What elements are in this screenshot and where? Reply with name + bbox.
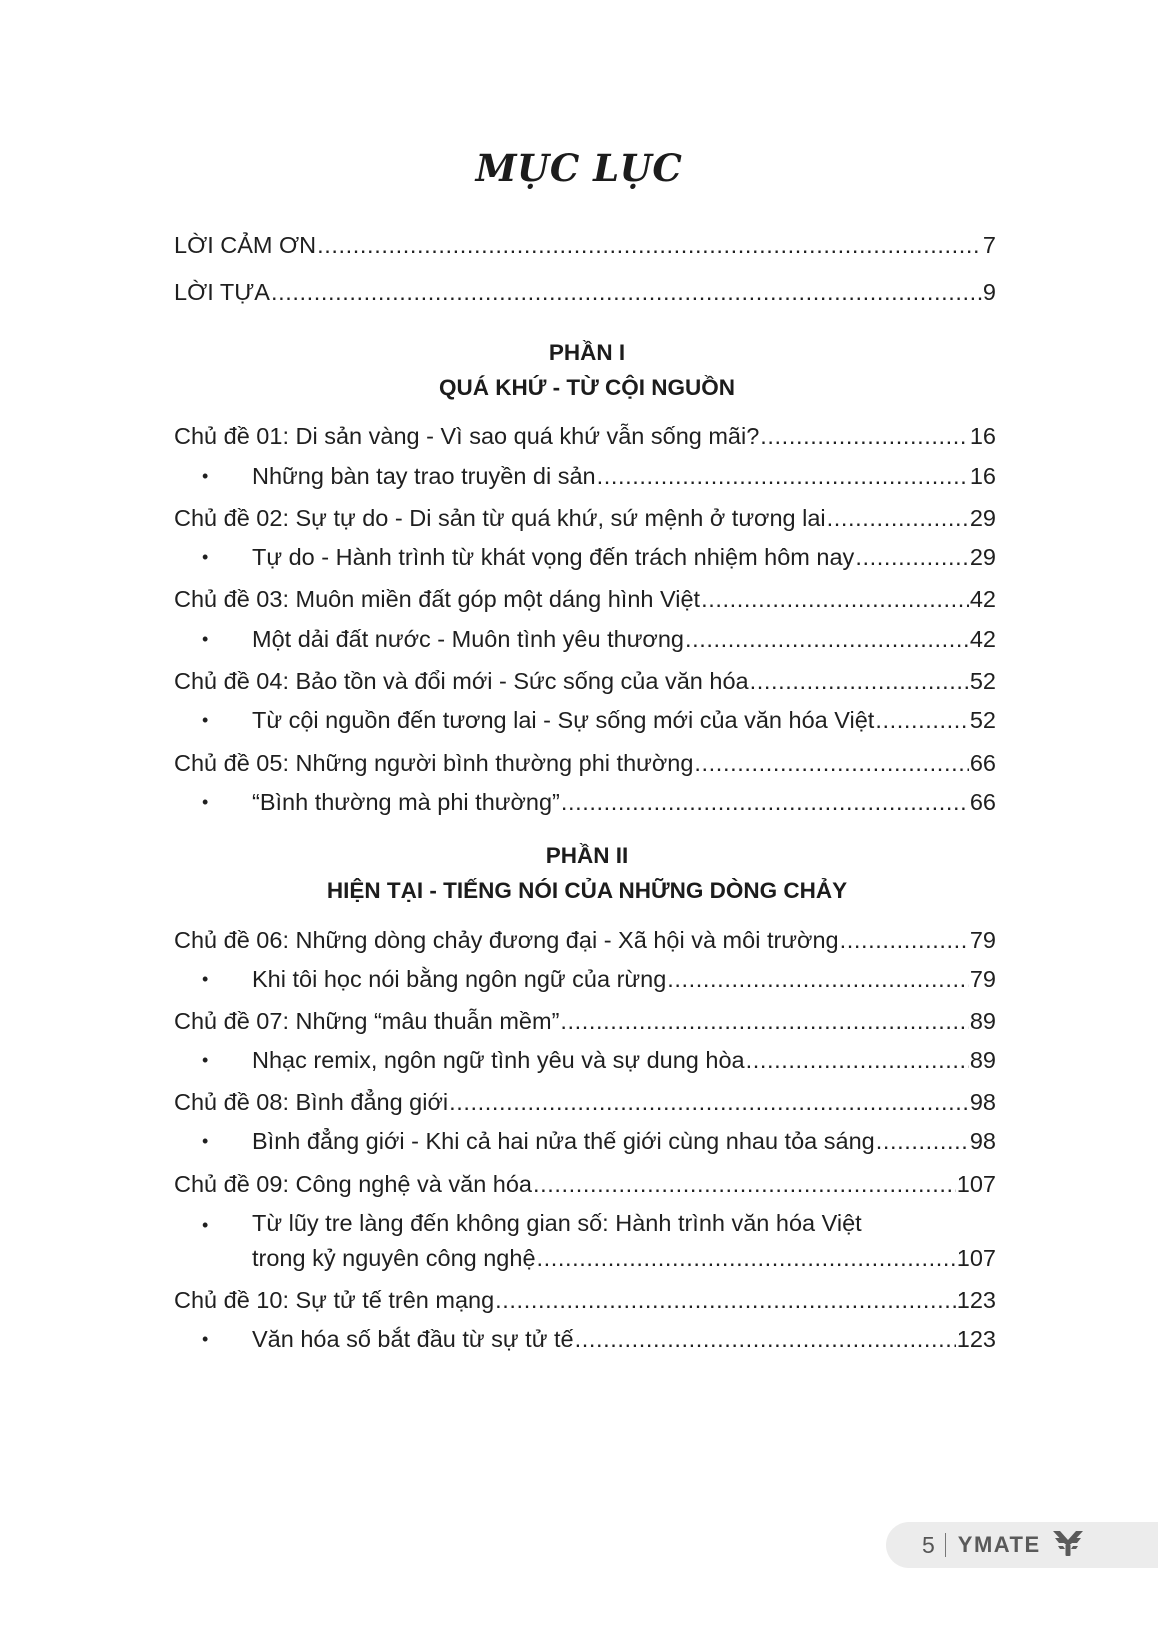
entry-label: Chủ đề 01: Di sản vàng - Vì sao quá khứ vẫn sống mãi? <box>174 423 760 449</box>
dot-leader <box>750 666 969 696</box>
dot-leader <box>827 503 969 533</box>
entry-label: Chủ đề 06: Những dòng chảy đương đại - Xã hội và môi trường <box>174 927 839 953</box>
entry-page: 7 <box>982 232 996 258</box>
entry-label: Bình đẳng giới - Khi cả hai nửa thế giới cùng nhau tỏa sáng <box>252 1128 875 1154</box>
part-heading: PHẦN I <box>548 340 626 365</box>
entry-page: 52 <box>969 707 996 733</box>
footer-divider <box>945 1533 946 1557</box>
page-title: MỤC LỤC <box>475 146 683 190</box>
entry-page: 52 <box>969 668 996 694</box>
dot-leader <box>537 1243 956 1273</box>
toc-entry-topic <box>174 1087 996 1117</box>
part-subtitle: HIỆN TẠI - TIẾNG NÓI CỦA NHỮNG DÒNG CHẢY <box>326 878 848 903</box>
entry-page: 107 <box>956 1245 996 1271</box>
bullet-icon: • <box>202 1131 209 1151</box>
entry-label: Chủ đề 08: Bình đẳng giới <box>174 1089 449 1115</box>
part-heading: PHẦN II <box>545 843 629 868</box>
dot-leader <box>701 584 969 614</box>
dot-leader <box>533 1169 956 1199</box>
ymate-logo-icon <box>1051 1528 1085 1563</box>
entry-label: Từ cội nguồn đến tương lai - Sự sống mới của văn hóa Việt <box>252 707 875 733</box>
entry-page: 79 <box>969 966 996 992</box>
bullet-icon: • <box>202 547 209 567</box>
dot-leader <box>560 1006 968 1036</box>
toc-entry-subtopic <box>252 1243 996 1273</box>
entry-label-continued: trong kỷ nguyên công nghệ <box>252 1245 536 1271</box>
dot-leader <box>561 787 969 817</box>
entry-page: 42 <box>969 586 996 612</box>
toc-entry-subtopic <box>174 461 996 491</box>
toc-entry-topic <box>174 1285 996 1315</box>
entry-page: 66 <box>969 750 996 776</box>
toc-entry-subtopic <box>174 705 996 735</box>
entry-page: 98 <box>969 1128 996 1154</box>
toc-entry-subtopic <box>174 542 996 572</box>
dot-leader <box>840 925 969 955</box>
entry-page: 66 <box>969 789 996 815</box>
part-subtitle: QUÁ KHỨ - TỪ CỘI NGUỒN <box>438 375 736 400</box>
toc-entry-preface <box>174 277 996 307</box>
bullet-icon: • <box>202 1329 209 1349</box>
dot-leader <box>746 1045 969 1075</box>
page-number: 5 <box>922 1531 935 1558</box>
entry-page: 89 <box>969 1047 996 1073</box>
dot-leader <box>597 461 969 491</box>
entry-label: Chủ đề 03: Muôn miền đất góp một dáng hình Việt <box>174 586 701 612</box>
entry-page: 123 <box>956 1326 996 1352</box>
dot-leader <box>449 1087 969 1117</box>
toc-entry-topic <box>174 666 996 696</box>
dot-leader <box>876 1126 969 1156</box>
entry-page: 29 <box>969 505 996 531</box>
toc-entry-subtopic <box>174 1324 996 1354</box>
toc-entry-topic <box>174 925 996 955</box>
entry-label: “Bình thường mà phi thường” <box>252 789 560 815</box>
entry-label: Tự do - Hành trình từ khát vọng đến trách nhiệm hôm nay <box>252 544 855 570</box>
toc-entry-topic <box>174 421 996 451</box>
dot-leader <box>875 705 969 735</box>
entry-page: 16 <box>969 463 996 489</box>
toc-entry-subtopic <box>174 1126 996 1156</box>
bullet-icon: • <box>202 629 209 649</box>
bullet-icon: • <box>202 792 209 812</box>
entry-page: 42 <box>969 626 996 652</box>
entry-label: Từ lũy tre làng đến không gian số: Hành trình văn hóa Việt <box>252 1210 862 1236</box>
toc-entry-topic <box>174 503 996 533</box>
dot-leader <box>575 1324 956 1354</box>
bullet-icon: • <box>202 1215 209 1235</box>
entry-label: Một dải đất nước - Muôn tình yêu thương <box>252 626 684 652</box>
entry-page: 79 <box>969 927 996 953</box>
entry-label: Chủ đề 07: Những “mâu thuẫn mềm” <box>174 1008 560 1034</box>
entry-label: Chủ đề 04: Bảo tồn và đổi mới - Sức sống của văn hóa <box>174 668 749 694</box>
bullet-icon: • <box>202 969 209 989</box>
entry-page: 123 <box>956 1287 996 1313</box>
dot-leader <box>667 964 969 994</box>
entry-page: 98 <box>969 1089 996 1115</box>
brand-name: YMATE <box>957 1532 1041 1557</box>
dot-leader <box>694 748 968 778</box>
entry-page: 29 <box>969 544 996 570</box>
toc-entry-subtopic <box>174 787 996 817</box>
bullet-icon: • <box>202 710 209 730</box>
entry-label: Những bàn tay trao truyền di sản <box>252 463 596 489</box>
bullet-icon: • <box>202 466 209 486</box>
toc-entry-subtopic <box>174 1045 996 1075</box>
entry-label: Văn hóa số bắt đầu từ sự tử tế <box>252 1326 574 1352</box>
entry-page: 9 <box>982 279 996 305</box>
entry-label: Khi tôi học nói bằng ngôn ngữ của rừng <box>252 966 667 992</box>
entry-page: 107 <box>956 1171 996 1197</box>
dot-leader <box>495 1285 956 1315</box>
toc-entry-acknowledgements <box>174 230 996 260</box>
toc-entry-subtopic <box>174 624 996 654</box>
entry-label: Chủ đề 05: Những người bình thường phi thường <box>174 750 694 776</box>
dot-leader <box>317 230 982 260</box>
toc-entry-topic <box>174 748 996 778</box>
dot-leader <box>760 421 969 451</box>
dot-leader <box>685 624 969 654</box>
toc-entry-subtopic-firstline <box>174 1208 862 1238</box>
toc-entry-subtopic <box>174 964 996 994</box>
footer <box>922 1522 1085 1568</box>
entry-label: Chủ đề 10: Sự tử tế trên mạng <box>174 1287 495 1313</box>
entry-page: 16 <box>969 423 996 449</box>
entry-page: 89 <box>969 1008 996 1034</box>
toc-entry-topic <box>174 1006 996 1036</box>
entry-label: LỜI TỰA <box>174 279 270 305</box>
toc-entry-topic <box>174 584 996 614</box>
toc-entry-topic <box>174 1169 996 1199</box>
entry-label: Chủ đề 09: Công nghệ và văn hóa <box>174 1171 532 1197</box>
entry-label: Chủ đề 02: Sự tự do - Di sản từ quá khứ, sứ mệnh ở tương lai <box>174 505 826 531</box>
dot-leader <box>855 542 969 572</box>
bullet-icon: • <box>202 1050 209 1070</box>
dot-leader <box>271 277 982 307</box>
entry-label: LỜI CẢM ƠN <box>174 232 317 258</box>
entry-label: Nhạc remix, ngôn ngữ tình yêu và sự dung hòa <box>252 1047 745 1073</box>
